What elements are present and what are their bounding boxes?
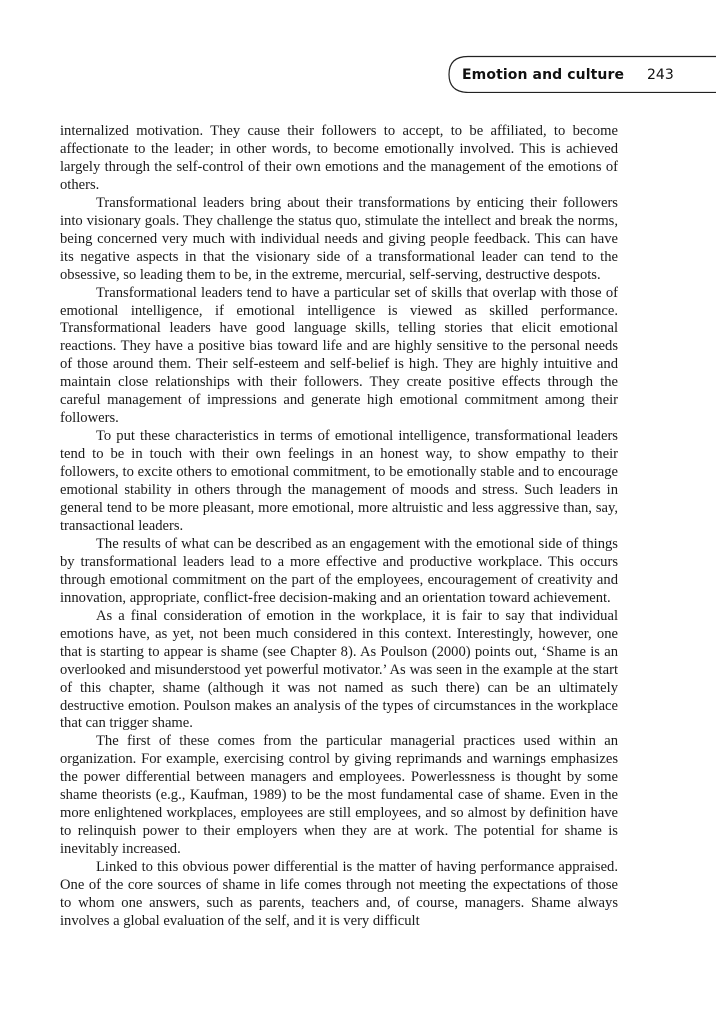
paragraph-7: The first of these comes from the particular managerial practices used within an organization. For example, exercising control by giving reprimands and warnings emphasizes the power differential between managers and employees. Powerlessness is thought by some shame theorists (e.g., Kaufman, 1989) to be the most fundamental case of shame. Even in the more enlightened workplaces, employees are still employees, and so almost by definition have to relinquish power to their employers when they are at work. The potential for shame is inevitably increased. — [60, 733, 618, 858]
paragraph-1: internalized motivation. They cause their followers to accept, to be affiliated, to become affectionate to the leader; in other words, to become emotionally involved. This is achieved largely through the self-control of their own emotions and the management of the emotions of others. — [60, 123, 618, 193]
paragraph-3: Transformational leaders tend to have a particular set of skills that overlap with those of emotional intelligence, if emotional intelligence is viewed as skilled performance. Transformational leaders have good language skills, telling stories that elicit emotional reactions. They have a positive bias toward life and are highly sensitive to the personal needs of those around them. Their self-esteem and self-belief is high. They are highly intuitive and maintain close relationships with their followers. They create positive effects through the careful management of impressions and generate high emotional commitment among their followers. — [60, 284, 618, 427]
paragraph-4: To put these characteristics in terms of emotional intelligence, transformational leaders tend to be in touch with their own feelings in an honest way, to show empathy to their followers, to excite others to emotional commitment, to be emotionally stable and to encourage emotional stability in others through the management of moods and stress. Such leaders in general tend to be more pleasant, more emotional, more altruistic and less aggressive than, say, transactional leaders. — [60, 428, 618, 534]
page-number: 243 — [647, 67, 674, 83]
running-header — [446, 53, 716, 93]
running-header-title: Emotion and culture — [462, 67, 625, 83]
paragraph-5: The results of what can be described as an engagement with the emotional side of things by transformational leaders lead to a more effective and productive workplace. This occurs through emotional commitment on the part of the employees, encouragement of creativity and innovation, appropriate, conflict-free decision-making and an orientation toward achievement. — [60, 535, 618, 606]
paragraph-8: Linked to this obvious power differential is the matter of having performance appraised. One of the core sources of shame in life comes through not meeting the expectations of those to whom one answers, such as parents, teachers and, of course, managers. Shame always involves a global evaluation of the self, and it is very difficult — [60, 859, 618, 929]
body-text — [60, 123, 618, 931]
paragraph-6: As a final consideration of emotion in the workplace, it is fair to say that individual emotions have, as yet, not been much considered in this context. Interestingly, however, one that is starting to appear is shame (see Chapter 8). As Poulson (2000) points out, ‘Shame is an overlooked and misunderstood yet powerful motivator.’ As was seen in the example at the start of this chapter, shame (although it was not named as such there) can be an ultimately destructive emotion. Poulson makes an analysis of the types of circumstances in the workplace that can trigger shame. — [60, 607, 618, 732]
paragraph-2: Transformational leaders bring about their transformations by enticing their followers into visionary goals. They challenge the status quo, stimulate the intellect and break the norms, being concerned very much with individual needs and giving people feedback. This can have its negative aspects in that the visionary side of a transformational leader can tend to the obsessive, so leading them to be, in the extreme, mercurial, self-serving, destructive despots. — [60, 194, 618, 283]
